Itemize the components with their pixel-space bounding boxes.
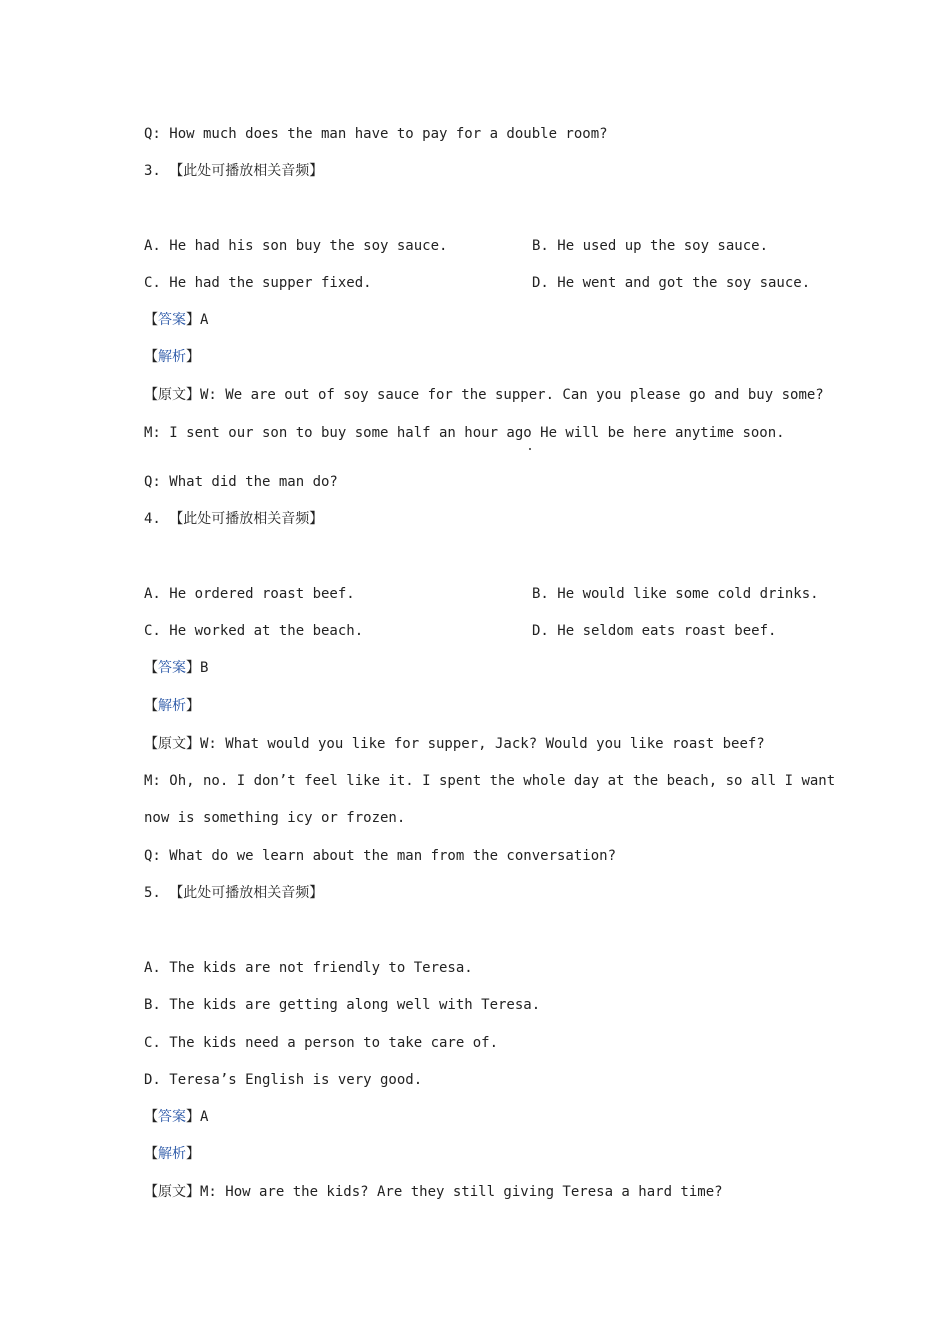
q5-transcript-line-1: 【原文】M: How are the kids? Are they still giving Teresa a hard time?	[144, 1184, 723, 1200]
q3-answer: 【答案】A	[144, 312, 209, 328]
q5-analysis-label: 解析	[158, 1146, 186, 1162]
q2-question: Q: How much does the man have to pay for a double room?	[144, 126, 608, 142]
q5-original-label: 【原文】	[144, 1184, 200, 1200]
q3-analysis-label: 解析	[158, 349, 186, 365]
q5-header[interactable]: 5. 【此处可播放相关音频】	[144, 885, 324, 901]
q3-analysis: 【解析】	[144, 349, 200, 365]
q4-header[interactable]: 4. 【此处可播放相关音频】	[144, 511, 324, 527]
q4-transcript-line-1: 【原文】W: What would you like for supper, Jack? Would you like roast beef?	[144, 736, 765, 752]
q5-option-b: B. The kids are getting along well with Teresa.	[144, 997, 541, 1013]
q3-transcript-line-1: 【原文】W: We are out of soy sauce for the supper. Can you please go and buy some?	[144, 387, 824, 403]
q5-answer: 【答案】A	[144, 1109, 209, 1125]
q4-option-d: D. He seldom eats roast beef.	[532, 623, 777, 639]
q4-transcript-line-4: Q: What do we learn about the man from the conversation?	[144, 848, 617, 864]
q4-answer-value: B	[200, 660, 209, 676]
q5-answer-label: 答案	[158, 1109, 186, 1125]
q4-analysis-label: 解析	[158, 698, 186, 714]
q3-answer-label: 答案	[158, 312, 186, 328]
q3-answer-value: A	[200, 312, 209, 328]
q4-analysis: 【解析】	[144, 698, 200, 714]
q5-answer-value: A	[200, 1109, 209, 1125]
q3-option-c: C. He had the supper fixed.	[144, 275, 372, 291]
q3-option-d: D. He went and got the soy sauce.	[532, 275, 811, 291]
q3-option-b: B. He used up the soy sauce.	[532, 238, 769, 254]
q4-option-c: C. He worked at the beach.	[144, 623, 364, 639]
q3-transcript-line-3: Q: What did the man do?	[144, 474, 338, 490]
stray-dot	[529, 448, 531, 450]
q3-original-label: 【原文】	[144, 387, 200, 403]
q5-option-c: C. The kids need a person to take care of.	[144, 1035, 499, 1051]
q4-transcript-line-3: now is something icy or frozen.	[144, 810, 406, 826]
q4-answer-label: 答案	[158, 660, 186, 676]
q3-option-a: A. He had his son buy the soy sauce.	[144, 238, 448, 254]
q5-analysis: 【解析】	[144, 1146, 200, 1162]
q4-option-a: A. He ordered roast beef.	[144, 586, 355, 602]
q4-transcript-line-2: M: Oh, no. I don’t feel like it. I spent the whole day at the beach, so all I want	[144, 773, 836, 789]
q5-option-d: D. Teresa’s English is very good.	[144, 1072, 423, 1088]
q4-answer: 【答案】B	[144, 660, 209, 676]
q4-original-label: 【原文】	[144, 736, 200, 752]
q4-option-b: B. He would like some cold drinks.	[532, 586, 819, 602]
q3-header[interactable]: 3. 【此处可播放相关音频】	[144, 163, 324, 179]
q3-transcript-line-2: M: I sent our son to buy some half an hour ago He will be here anytime soon.	[144, 425, 785, 441]
q5-option-a: A. The kids are not friendly to Teresa.	[144, 960, 473, 976]
